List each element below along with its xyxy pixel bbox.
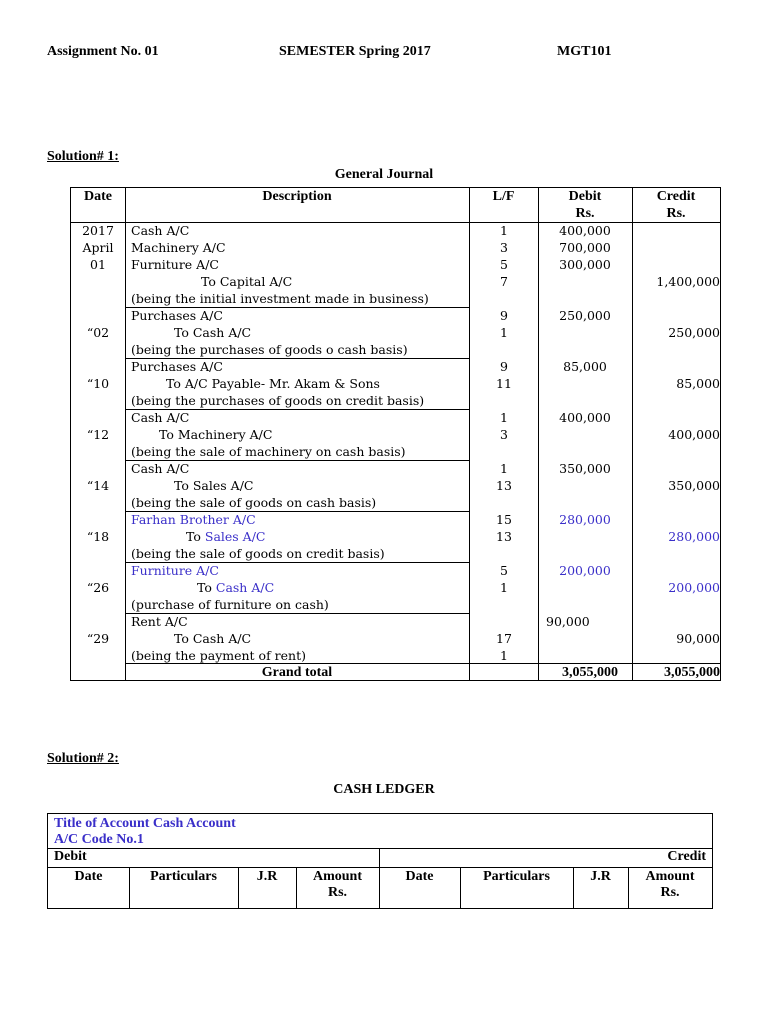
cash-ledger-table: [47, 813, 713, 909]
ledger-folio: 1: [500, 223, 508, 238]
entry-date: “26: [86, 580, 110, 595]
ledger-folio: 1: [500, 325, 508, 340]
course-code: MGT101: [557, 44, 612, 59]
column-header-credit: Credit: [656, 189, 696, 204]
debit-amount: 280,000: [559, 512, 611, 527]
account-credit: [186, 528, 265, 545]
entry-date: “18: [86, 529, 110, 544]
account-code: A/C Code No.1: [54, 832, 144, 847]
column-header-debit-unit: Rs.: [575, 206, 595, 221]
credit-amount: 350,000: [668, 478, 720, 493]
debit-amount: 200,000: [559, 563, 611, 578]
debit-column-amount-unit: Rs.: [327, 885, 348, 900]
ledger-folio: 1: [500, 461, 508, 476]
account-debit: Cash A/C: [131, 461, 190, 476]
debit-amount: 90,000: [546, 614, 590, 629]
column-header-debit: Debit: [568, 189, 602, 204]
entry-date: “10: [86, 376, 110, 391]
column-header-credit-unit: Rs.: [666, 206, 686, 221]
account-debit: Furniture A/C: [131, 563, 219, 578]
debit-amount: 250,000: [559, 308, 611, 323]
account-title: Title of Account Cash Account: [54, 816, 236, 831]
solution-1-heading: Solution# 1:: [47, 149, 119, 164]
account-debit: Rent A/C: [131, 614, 188, 629]
grand-total-credit: 3,055,000: [664, 665, 720, 680]
credit-column-particulars: Particulars: [483, 869, 550, 884]
ledger-folio: 5: [500, 257, 508, 272]
credit-amount: 280,000: [668, 529, 720, 544]
ledger-folio: 17: [496, 631, 512, 646]
entry-date: “12: [86, 427, 110, 442]
narration: (being the sale of goods on credit basis): [131, 546, 385, 561]
ledger-folio: 11: [496, 376, 512, 391]
entry-date: 01: [90, 257, 106, 272]
debit-column-date: Date: [74, 869, 103, 884]
ledger-folio: 9: [500, 308, 508, 323]
account-debit: Purchases A/C: [131, 359, 223, 374]
debit-column-amount: Amount: [312, 869, 362, 884]
narration: (being the sale of machinery on cash basis): [131, 444, 406, 459]
account-credit-name: Sales A/C: [204, 529, 266, 544]
credit-amount: 200,000: [668, 580, 720, 595]
debit-amount: 300,000: [559, 257, 611, 272]
narration: (being the initial investment made in business): [131, 291, 429, 306]
semester-label: SEMESTER Spring 2017: [279, 44, 431, 59]
credit-amount: 90,000: [676, 631, 720, 646]
ledger-folio: 3: [500, 427, 508, 442]
account-credit-prefix: To: [197, 580, 216, 595]
account-debit: Farhan Brother A/C: [131, 512, 256, 527]
debit-side-label: Debit: [54, 849, 87, 864]
entry-month: April: [82, 240, 114, 255]
account-debit: Cash A/C: [131, 410, 190, 425]
account-credit: To Cash A/C: [174, 631, 252, 646]
ledger-folio: 15: [496, 512, 512, 527]
ledger-folio: 1: [500, 580, 508, 595]
narration: (purchase of furniture on cash): [131, 597, 329, 612]
account-debit: Furniture A/C: [131, 257, 219, 272]
debit-amount: 400,000: [559, 223, 611, 238]
narration: (being the sale of goods on cash basis): [131, 495, 377, 510]
credit-amount: 250,000: [668, 325, 720, 340]
column-header-description: Description: [262, 189, 332, 204]
account-debit: Machinery A/C: [131, 240, 226, 255]
column-header-date: Date: [84, 189, 112, 204]
account-credit: To Cash A/C: [174, 325, 252, 340]
debit-column-jr: J.R: [256, 869, 278, 884]
credit-amount: 1,400,000: [656, 274, 720, 289]
grand-total-label: Grand total: [261, 665, 333, 680]
credit-column-amount: Amount: [645, 869, 695, 884]
cash-ledger-title: CASH LEDGER: [333, 782, 435, 797]
solution-2-heading: Solution# 2:: [47, 751, 119, 766]
account-credit: To Sales A/C: [174, 478, 254, 493]
entry-date: “14: [86, 478, 110, 493]
credit-column-jr: J.R: [590, 869, 611, 884]
credit-column-amount-unit: Rs.: [660, 885, 680, 900]
debit-amount: 400,000: [559, 410, 611, 425]
column-header-lf: L/F: [492, 189, 515, 204]
general-journal-table: [70, 187, 721, 681]
credit-column-date: Date: [405, 869, 434, 884]
ledger-folio: 7: [500, 274, 508, 289]
row-divider: [48, 848, 712, 849]
account-debit: Purchases A/C: [131, 308, 223, 323]
grand-total-debit: [538, 664, 632, 681]
debit-amount: 700,000: [559, 240, 611, 255]
ledger-folio: 3: [500, 240, 508, 255]
credit-amount: 400,000: [668, 427, 720, 442]
account-credit: [197, 579, 274, 596]
entry-date: “29: [86, 631, 110, 646]
narration: (being the purchases of goods o cash basis): [131, 342, 408, 357]
debit-amount: 85,000: [563, 359, 607, 374]
account-credit: To Machinery A/C: [159, 427, 273, 442]
assignment-number: Assignment No. 01: [47, 44, 159, 59]
account-credit: To Capital A/C: [201, 274, 293, 289]
account-credit: To A/C Payable- Mr. Akam & Sons: [166, 376, 380, 391]
ledger-folio: 13: [496, 478, 512, 493]
column-divider: [125, 188, 126, 680]
narration: (being the purchases of goods on credit basis): [131, 393, 425, 408]
credit-side-label: Credit: [667, 849, 706, 864]
debit-column-particulars: Particulars: [150, 869, 217, 884]
ledger-folio: 1: [500, 410, 508, 425]
narration: (being the payment of rent): [131, 648, 307, 663]
grand-total-debit-value: 3,055,000: [562, 665, 618, 680]
account-credit-name: Cash A/C: [215, 580, 275, 595]
account-credit-prefix: To: [186, 529, 205, 544]
debit-amount: 350,000: [559, 461, 611, 476]
entry-year: 2017: [82, 223, 114, 238]
ledger-folio: 13: [496, 529, 512, 544]
account-debit: Cash A/C: [131, 223, 190, 238]
ledger-folio: 5: [500, 563, 508, 578]
row-divider: [48, 867, 712, 868]
credit-amount: 85,000: [676, 376, 720, 391]
entry-date: “02: [86, 325, 110, 340]
general-journal-title: General Journal: [334, 167, 434, 182]
ledger-folio: 9: [500, 359, 508, 374]
ledger-folio: 1: [500, 648, 508, 663]
